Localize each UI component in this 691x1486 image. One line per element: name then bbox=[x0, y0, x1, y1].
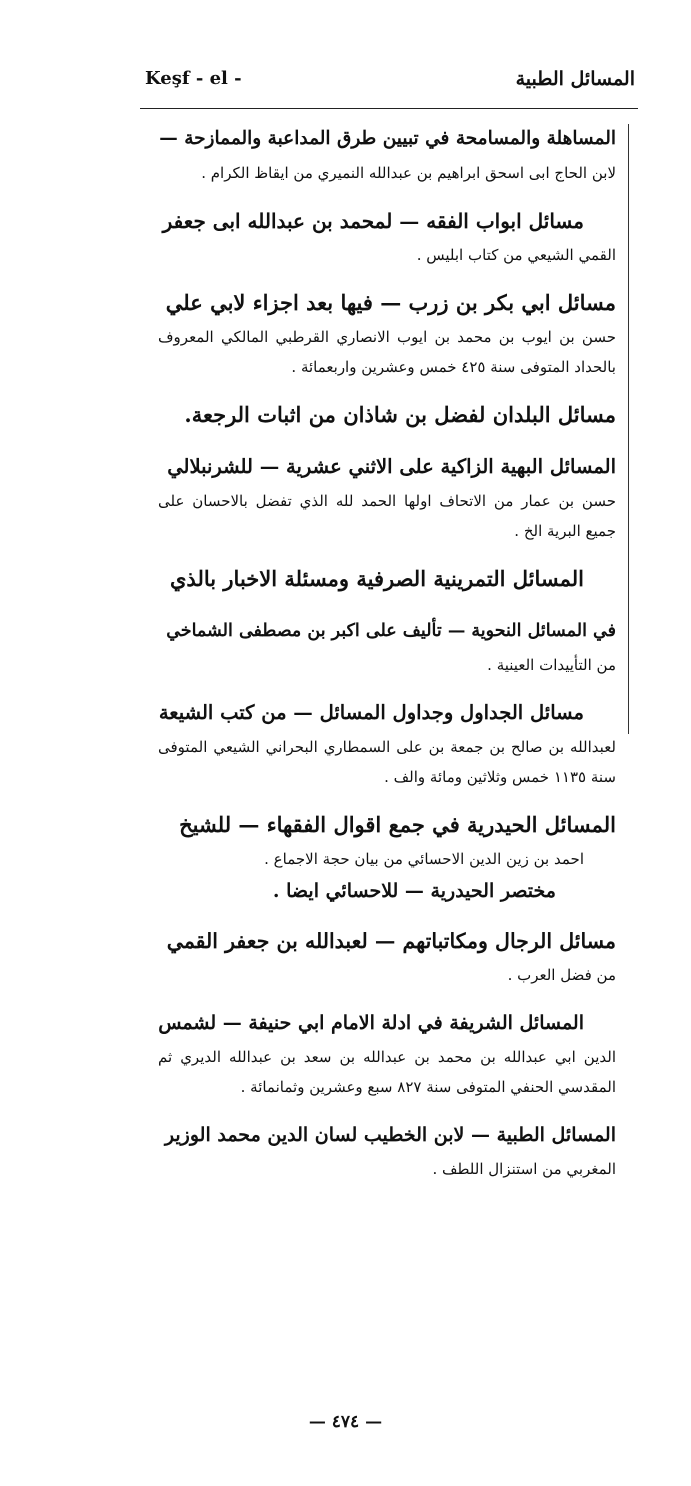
page-number: — ٤٧٤ — bbox=[308, 1412, 383, 1432]
entry-body: لابن الحاج ابى اسحق ابراهيم بن عبدالله النميري من ايقاظ الكرام . bbox=[201, 164, 616, 182]
entry-body: من التأييدات العينية . bbox=[487, 656, 616, 674]
entry-body: الدين ابي عبدالله بن محمد بن عبدالله بن سعد بن عبدالله الديري ثم المقدسي الحنفي المتوفى سنة ٨٢٧ سبع وعشرين وثمانمائة . bbox=[158, 1048, 616, 1096]
entry-body: المغربي من استنزال اللطف . bbox=[432, 1160, 616, 1178]
header-rule bbox=[140, 108, 638, 109]
entry-3 bbox=[158, 284, 616, 382]
entry-heading: في المسائل النحوية — تأليف على اكبر بن مصطفى الشماخي bbox=[166, 621, 616, 641]
entry-heading: مسائل ابي بكر بن زرب — فيها بعد اجزاء لابي علي bbox=[165, 290, 616, 315]
entries-column bbox=[158, 120, 616, 1198]
running-head-latin: Keşf - el - bbox=[145, 68, 242, 89]
entry-11 bbox=[158, 1004, 616, 1102]
entry-body: احمد بن زين الدين الاحسائي من بيان حجة الاجماع . bbox=[264, 850, 584, 868]
entry-heading: مسائل البلدان لفضل بن شاذان من اثبات الرجعة. bbox=[184, 402, 616, 427]
entry-body: لعبدالله بن صالح بن جمعة بن على السمطاري البحراني الشيعي المتوفى سنة ١١٣٥ خمس وثلاثين ومائة والف . bbox=[158, 738, 616, 786]
running-head-arabic: المسائل الطبية bbox=[515, 68, 635, 90]
entry-heading: المسائل الشريفة في ادلة الامام ابي حنيفة — لشمس bbox=[158, 1012, 584, 1034]
entry-heading: المساهلة والمسامحة في تبيين طرق المداعبة والممازحة — bbox=[159, 128, 616, 149]
margin-line bbox=[628, 124, 629, 734]
page-header bbox=[145, 62, 635, 102]
entry-body: حسن بن عمار من الاتحاف اولها الحمد لله الذي تفضل بالاحسان على جميع البرية الخ . bbox=[158, 492, 616, 540]
entry-heading: المسائل الطبية — لابن الخطيب لسان الدين محمد الوزير bbox=[164, 1124, 616, 1146]
entry-7 bbox=[158, 612, 616, 680]
entry-heading: مسائل الجداول وجداول المسائل — من كتب الشيعة bbox=[158, 701, 584, 724]
entry-12 bbox=[158, 1116, 616, 1184]
entry-body: القمي الشيعي من كتاب ابليس . bbox=[416, 246, 616, 264]
entry-2 bbox=[158, 202, 616, 270]
entry-body: من فضل العرب . bbox=[507, 966, 616, 984]
entry-subheading: مختصر الحيدرية — للاحسائي ايضا . bbox=[272, 880, 556, 902]
entry-10 bbox=[158, 922, 616, 990]
entry-heading: مسائل الرجال ومكاتباتهم — لعبدالله بن جعفر القمي bbox=[166, 929, 616, 953]
entry-9 bbox=[158, 806, 616, 908]
entry-6 bbox=[158, 560, 616, 598]
entry-4 bbox=[158, 396, 616, 434]
entry-1 bbox=[158, 120, 616, 188]
entry-heading: المسائل التمرينية الصرفية ومسئلة الاخبار بالذي bbox=[170, 566, 584, 591]
entry-body: حسن بن ايوب بن محمد بن ايوب الانصاري القرطبي المالكي المعروف بالحداد المتوفى سنة ٤٢٥ خمس وعشرين واربعمائة . bbox=[158, 328, 616, 376]
entry-heading: المسائل البهية الزاكية على الاثني عشرية — للشرنبلالي bbox=[167, 455, 616, 478]
entry-heading: المسائل الحيدرية في جمع اقوال الفقهاء — للشيخ bbox=[179, 812, 616, 837]
entry-heading: مسائل ابواب الفقه — لمحمد بن عبدالله ابى جعفر bbox=[162, 209, 584, 233]
entry-8 bbox=[158, 694, 616, 792]
entry-5 bbox=[158, 448, 616, 546]
